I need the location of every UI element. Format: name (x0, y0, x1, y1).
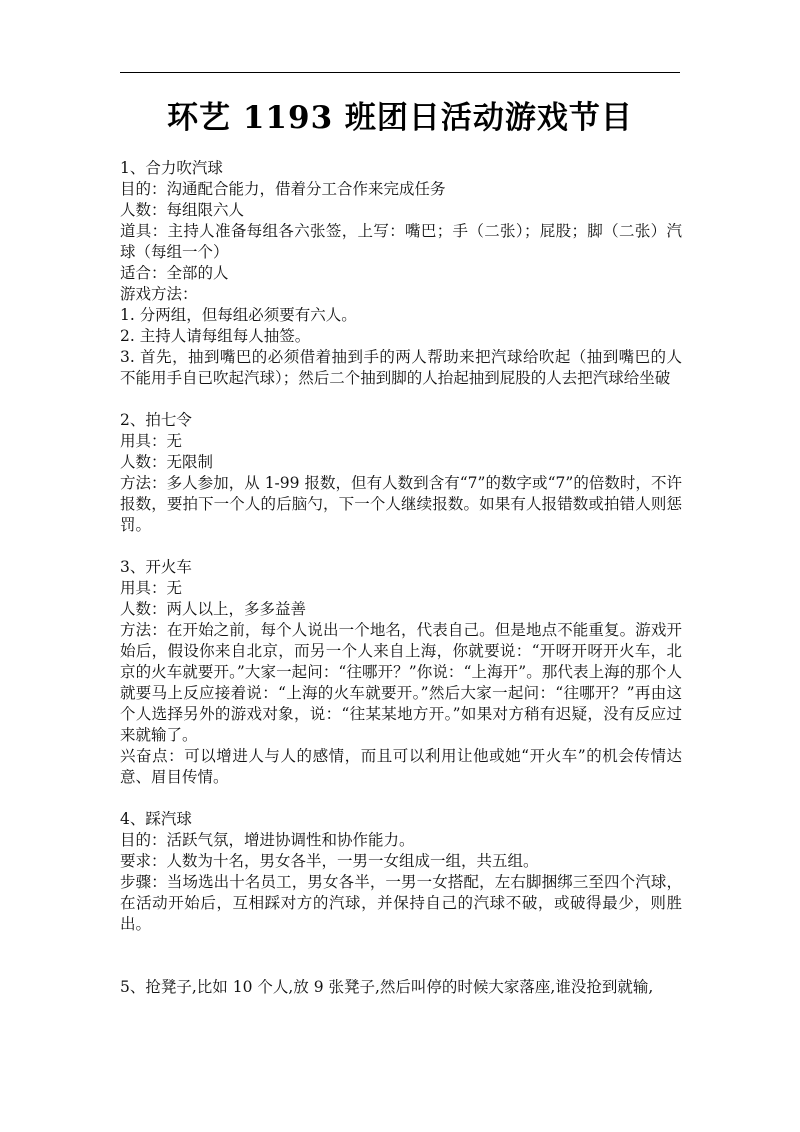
paragraph-line: 目的：活跃气氛，增进协调性和协作能力。 (120, 831, 415, 849)
section-spacer (120, 788, 682, 809)
paragraph-line: 3. 首先，抽到嘴巴的必须借着抽到手的两人帮助来把汽球给吹起（抽到嘴巴的人不能用手自已吹起汽球）；然后二个抽到脚的人抬起抽到屁股的人去把汽球给坐破 (120, 348, 682, 387)
paragraph-line: 人数：两人以上，多多益善 (120, 600, 307, 618)
paragraph-line: 方法：多人参加，从 1-99 报数，但有人数到含有“7”的数字或“7”的倍数时，不许报数，要拍下一个人的后脑勺，下一个人继续报数。如果有人报错数或拍错人则惩罚。 (120, 474, 682, 534)
section-heading: 2、拍七令 (120, 411, 192, 429)
paragraph-line: 道具：主持人准备每组各六张签，上写：嘴巴；手（二张）；屁股；脚（二张）汽球（每组一个） (120, 222, 682, 261)
paragraph-line: 人数：每组限六人 (120, 201, 245, 219)
paragraph-line: 适合：全部的人 (120, 264, 229, 282)
paragraph-line: 2. 主持人请每组每人抽签。 (120, 327, 311, 345)
paragraph-line: 1. 分两组，但每组必须要有六人。 (120, 306, 357, 324)
header-rule (120, 72, 680, 73)
section-spacer (120, 935, 682, 977)
section-spacer (120, 389, 682, 410)
document-title: 环艺 1193 班团日活动游戏节目 (167, 100, 633, 136)
paragraph-line: 人数：无限制 (120, 453, 214, 471)
section-spacer (120, 536, 682, 557)
document-body (120, 158, 682, 998)
paragraph-line: 用具：无 (120, 579, 183, 597)
paragraph-line: 游戏方法： (120, 285, 198, 303)
paragraph-line: 步骤：当场选出十名员工，男女各半，一男一女搭配，左右脚捆绑三至四个汽球，在活动开始后，互相踩对方的汽球，并保持自己的汽球不破，或破得最少，则胜出。 (120, 873, 682, 933)
paragraph-line: 用具：无 (120, 432, 183, 450)
section-heading: 4、踩汽球 (120, 810, 192, 828)
paragraph-line: 兴奋点：可以增进人与人的感情，而且可以利用让他或她“开火车”的机会传情达意、眉目传情。 (120, 747, 682, 786)
section-heading: 5、抢凳子,比如 10 个人,放 9 张凳子,然后叫停的时候大家落座,谁没抢到就输, (120, 978, 654, 996)
section-heading: 3、开火车 (120, 558, 192, 576)
section-heading: 1、合力吹汽球 (120, 159, 223, 177)
paragraph-line: 要求：人数为十名，男女各半，一男一女组成一组，共五组。 (120, 852, 539, 870)
paragraph-line: 目的：沟通配合能力，借着分工合作来完成任务 (120, 180, 446, 198)
paragraph-line: 方法：在开始之前，每个人说出一个地名，代表自己。但是地点不能重复。游戏开始后，假设你来自北京，而另一个人来自上海，你就要说：“开呀开呀开火车，北京的火车就要开。”大家一起问：“往哪开？”你说：“上海开”。那代表上海的那个人就要马上反应接着说：“上海的火车就要开。”然后大家一起问：“往哪开？”再由这个人选择另外的游戏对象，说：“往某某地方开。”如果对方稍有迟疑，没有反应过来就输了。 (120, 621, 682, 744)
